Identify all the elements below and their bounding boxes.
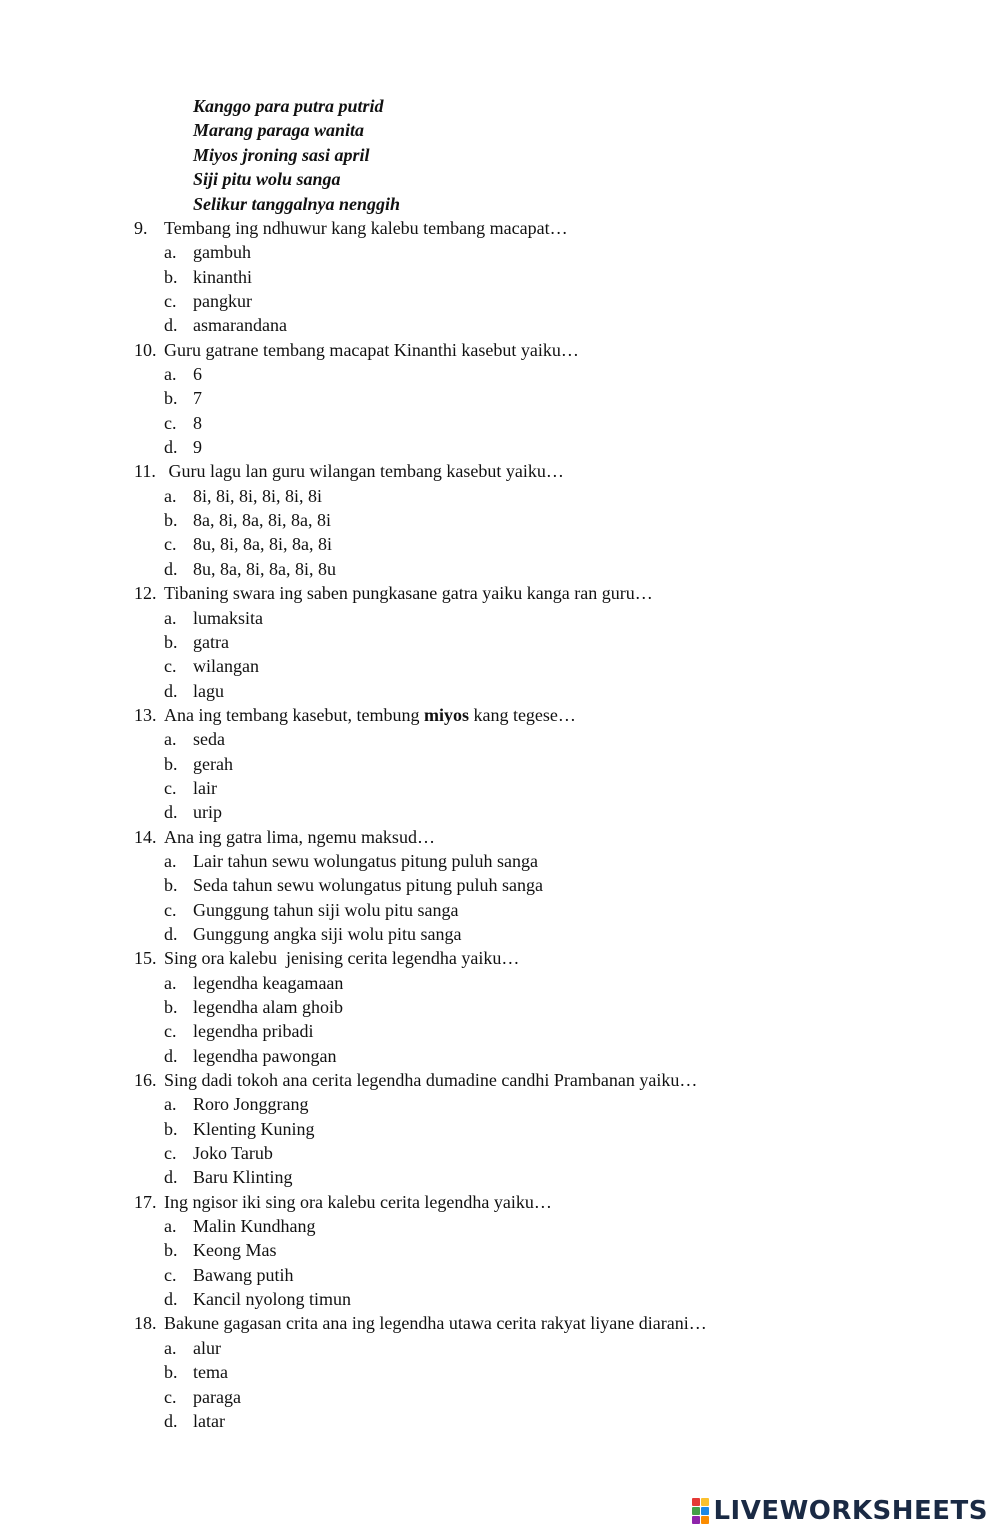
option-letter: d.: [164, 437, 178, 458]
question-text: [164, 581, 653, 605]
option-letter: c.: [164, 899, 177, 920]
question-number: 18.: [134, 1313, 157, 1334]
answer-option[interactable]: [0, 776, 1000, 800]
question-text-part: kang tegese…: [468, 704, 576, 725]
option-letter: a.: [164, 607, 177, 628]
answer-option[interactable]: [0, 898, 1000, 922]
option-letter: c.: [164, 1021, 177, 1042]
option-text: gatra: [193, 631, 229, 652]
answer-option[interactable]: [0, 1117, 1000, 1141]
option-text: gambuh: [193, 242, 251, 263]
answer-option[interactable]: [0, 411, 1000, 435]
option-letter: a.: [164, 364, 177, 385]
option-text: 9: [193, 437, 202, 458]
question-number: 15.: [134, 948, 157, 969]
option-letter: c.: [164, 777, 177, 798]
option-letter: a.: [164, 729, 177, 750]
option-text: pangkur: [193, 291, 252, 312]
option-letter: d.: [164, 1045, 178, 1066]
liveworksheets-logo: [692, 1496, 988, 1526]
answer-option[interactable]: [0, 800, 1000, 824]
answer-option[interactable]: [0, 313, 1000, 337]
question-text: [164, 1068, 697, 1092]
question-number: 14.: [134, 826, 157, 847]
option-letter: a.: [164, 850, 177, 871]
option-letter: b.: [164, 753, 178, 774]
question-10: [0, 338, 1000, 362]
answer-option[interactable]: [0, 873, 1000, 897]
option-letter: c.: [164, 291, 177, 312]
option-letter: b.: [164, 1240, 178, 1261]
option-letter: a.: [164, 242, 177, 263]
option-letter: c.: [164, 412, 177, 433]
question-text: [164, 825, 435, 849]
option-text: Malin Kundhang: [193, 1216, 316, 1237]
question-number: 9.: [134, 218, 148, 238]
question-number: 16.: [134, 1070, 157, 1091]
answer-option[interactable]: [0, 1141, 1000, 1165]
option-letter: b.: [164, 1362, 178, 1383]
option-text: lagu: [193, 680, 224, 701]
option-letter: a.: [164, 1094, 177, 1115]
option-letter: b.: [164, 266, 178, 287]
answer-option[interactable]: [0, 654, 1000, 678]
question-text-part: Ana ing gatra lima, ngemu maksud…: [164, 826, 435, 847]
option-text: 8u, 8i, 8a, 8i, 8a, 8i: [193, 534, 332, 555]
question-text-part: Sing ora kalebu jenising cerita legendha yaiku…: [164, 948, 520, 969]
answer-option[interactable]: [0, 1263, 1000, 1287]
option-letter: c.: [164, 1386, 177, 1407]
option-text: kinanthi: [193, 266, 252, 287]
logo-square: [692, 1498, 700, 1506]
question-number: 12.: [134, 583, 157, 604]
logo-square: [701, 1516, 709, 1524]
option-text: lair: [193, 777, 217, 798]
option-text: 8: [193, 412, 202, 433]
option-letter: d.: [164, 680, 178, 701]
question-text-part: Tibaning swara ing saben pungkasane gatra yaiku kanga ran guru…: [164, 583, 653, 604]
option-letter: c.: [164, 656, 177, 677]
option-letter: a.: [164, 1216, 177, 1237]
logo-square: [692, 1507, 700, 1515]
option-letter: c.: [164, 1264, 177, 1285]
question-text: [164, 1190, 552, 1214]
answer-option[interactable]: [0, 606, 1000, 630]
question-text: [164, 338, 579, 362]
option-text: gerah: [193, 753, 233, 774]
question-text: [164, 1311, 707, 1335]
answer-option[interactable]: [0, 1385, 1000, 1409]
option-text: Seda tahun sewu wolungatus pitung puluh sanga: [193, 875, 543, 896]
option-letter: d.: [164, 558, 178, 579]
option-text: legendha alam ghoib: [193, 997, 343, 1017]
option-text: 8i, 8i, 8i, 8i, 8i, 8i: [193, 485, 323, 506]
option-letter: a.: [164, 485, 177, 506]
question-text-part: Guru lagu lan guru wilangan tembang kasebut yaiku…: [164, 461, 564, 482]
poem-line: Miyos jroning sasi april: [193, 144, 370, 165]
option-text: asmarandana: [193, 315, 287, 336]
answer-option[interactable]: [0, 1360, 1000, 1384]
answer-option[interactable]: [0, 1044, 1000, 1068]
question-17: [0, 1190, 1000, 1214]
option-letter: d.: [164, 1289, 178, 1310]
poem-line: Selikur tanggalnya nenggih: [193, 193, 401, 214]
question-9: [0, 216, 1000, 240]
option-text: wilangan: [193, 656, 259, 677]
option-text: Kancil nyolong timun: [193, 1289, 351, 1310]
answer-option[interactable]: [0, 849, 1000, 873]
question-number: 10.: [134, 339, 157, 360]
question-list: [0, 216, 1000, 1433]
answer-option[interactable]: [0, 1019, 1000, 1043]
question-11: [0, 459, 1000, 483]
option-letter: d.: [164, 1167, 178, 1188]
poem-stanza: [193, 94, 400, 216]
option-letter: b.: [164, 631, 178, 652]
option-text: Keong Mas: [193, 1240, 277, 1261]
option-letter: d.: [164, 315, 178, 336]
option-text: legendha pawongan: [193, 1045, 337, 1066]
answer-option[interactable]: [0, 362, 1000, 386]
option-text: legendha keagamaan: [193, 972, 344, 993]
question-text-part: Sing dadi tokoh ana cerita legendha dumadine candhi Prambanan yaiku…: [164, 1070, 698, 1091]
answer-option[interactable]: [0, 1409, 1000, 1433]
question-text-part: Ana ing tembang kasebut, tembung: [164, 704, 424, 725]
option-letter: a.: [164, 1337, 177, 1358]
answer-option[interactable]: [0, 679, 1000, 703]
answer-option[interactable]: [0, 1336, 1000, 1360]
answer-option[interactable]: [0, 630, 1000, 654]
option-text: Gunggung tahun siji wolu pitu sanga: [193, 899, 459, 920]
answer-option[interactable]: [0, 484, 1000, 508]
option-text: 8u, 8a, 8i, 8a, 8i, 8u: [193, 558, 336, 579]
answer-option[interactable]: [0, 240, 1000, 264]
answer-option[interactable]: [0, 1214, 1000, 1238]
question-number: 13.: [134, 704, 157, 725]
option-letter: c.: [164, 1143, 177, 1164]
answer-option[interactable]: [0, 557, 1000, 581]
answer-option[interactable]: [0, 727, 1000, 751]
question-text-part: Tembang ing ndhuwur kang kalebu tembang macapat…: [164, 218, 568, 238]
answer-option[interactable]: [0, 532, 1000, 556]
question-15: [0, 946, 1000, 970]
option-text: Joko Tarub: [193, 1143, 273, 1164]
answer-option[interactable]: [0, 1092, 1000, 1116]
option-text: Baru Klinting: [193, 1167, 293, 1188]
question-text-part: Ing ngisor iki sing ora kalebu cerita legendha yaiku…: [164, 1191, 552, 1212]
option-text: Lair tahun sewu wolungatus pitung puluh sanga: [193, 850, 538, 871]
question-text: [164, 216, 568, 240]
logo-square: [692, 1516, 700, 1524]
option-text: Bawang putih: [193, 1264, 294, 1285]
poem-line: Kanggo para putra putrid: [193, 96, 384, 116]
option-text: alur: [193, 1337, 221, 1358]
answer-option[interactable]: [0, 995, 1000, 1019]
option-letter: b.: [164, 997, 178, 1017]
option-text: legendha pribadi: [193, 1021, 314, 1042]
option-text: urip: [193, 802, 222, 823]
answer-option[interactable]: [0, 508, 1000, 532]
option-letter: b.: [164, 510, 178, 531]
answer-option[interactable]: [0, 1287, 1000, 1311]
liveworksheets-icon: [692, 1498, 709, 1524]
question-text-part: Bakune gagasan crita ana ing legendha utawa cerita rakyat liyane diarani…: [164, 1313, 707, 1334]
question-text: [164, 703, 576, 727]
question-number: 17.: [134, 1191, 157, 1212]
answer-option[interactable]: [0, 265, 1000, 289]
answer-option[interactable]: [0, 752, 1000, 776]
question-16: [0, 1068, 1000, 1092]
option-letter: d.: [164, 1410, 178, 1431]
option-text: 8a, 8i, 8a, 8i, 8a, 8i: [193, 510, 331, 531]
option-text: latar: [193, 1410, 225, 1431]
answer-option[interactable]: [0, 435, 1000, 459]
option-text: seda: [193, 729, 225, 750]
option-text: Roro Jonggrang: [193, 1094, 309, 1115]
question-12: [0, 581, 1000, 605]
question-keyword: miyos: [423, 704, 469, 725]
logo-text: LIVEWORKSHEETS: [713, 1496, 988, 1526]
logo-square: [701, 1498, 709, 1506]
option-letter: b.: [164, 1118, 178, 1139]
option-text: lumaksita: [193, 607, 263, 628]
option-letter: b.: [164, 875, 178, 896]
option-text: Klenting Kuning: [193, 1118, 315, 1139]
question-text: [164, 459, 564, 483]
poem-line: Marang paraga wanita: [193, 120, 365, 141]
question-18: [0, 1311, 1000, 1335]
answer-option[interactable]: [0, 1238, 1000, 1262]
question-text-part: Guru gatrane tembang macapat Kinanthi kasebut yaiku…: [164, 339, 579, 360]
answer-option[interactable]: [0, 1165, 1000, 1189]
answer-option[interactable]: [0, 386, 1000, 410]
option-text: paraga: [193, 1386, 241, 1407]
option-text: 6: [193, 364, 202, 385]
answer-option[interactable]: [0, 289, 1000, 313]
option-text: Gunggung angka siji wolu pitu sanga: [193, 923, 462, 944]
option-letter: d.: [164, 923, 178, 944]
question-13: [0, 703, 1000, 727]
question-text: [164, 946, 519, 970]
option-text: 7: [193, 388, 202, 409]
option-letter: d.: [164, 802, 178, 823]
option-letter: a.: [164, 972, 177, 993]
question-14: [0, 825, 1000, 849]
poem-line: Siji pitu wolu sanga: [193, 169, 341, 190]
answer-option[interactable]: [0, 971, 1000, 995]
option-text: tema: [193, 1362, 228, 1383]
option-letter: c.: [164, 534, 177, 555]
question-number: 11.: [134, 461, 156, 482]
answer-option[interactable]: [0, 922, 1000, 946]
option-letter: b.: [164, 388, 178, 409]
logo-square: [701, 1507, 709, 1515]
